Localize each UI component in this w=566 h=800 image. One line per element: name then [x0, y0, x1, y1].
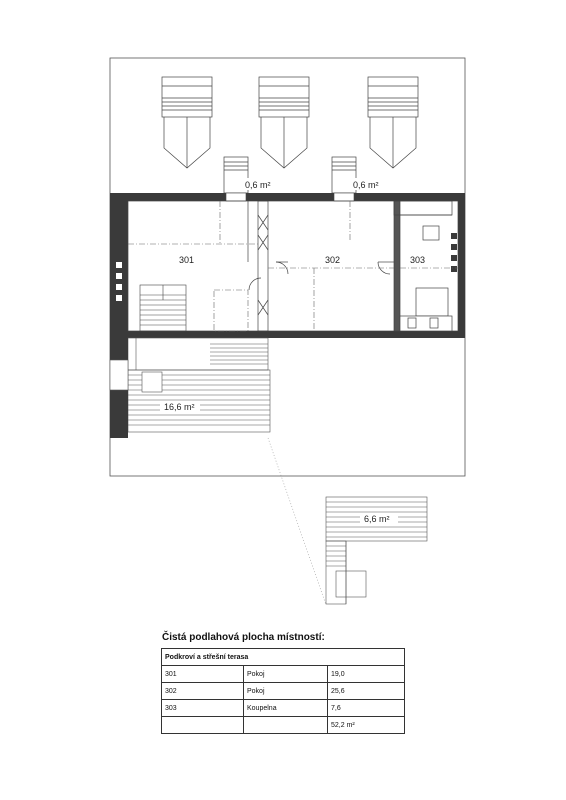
room-area: 19,0 — [328, 666, 405, 683]
room-label-303: 303 — [410, 255, 426, 265]
terrace-small-area: 6,6 m² — [364, 514, 390, 524]
room-label-302: 302 — [325, 255, 341, 265]
windows-right — [451, 233, 457, 272]
dormer-middle — [259, 77, 309, 168]
terrace-main-area: 16,6 m² — [164, 402, 195, 412]
projection-line — [268, 438, 326, 605]
empty-cell — [244, 717, 328, 734]
room-number: 303 — [162, 700, 244, 717]
site-boundary — [110, 58, 465, 476]
table-header-row — [162, 649, 405, 666]
box-left-area: 0,6 m² — [245, 180, 271, 190]
staircase — [140, 285, 186, 331]
room-area: 7,6 — [328, 700, 405, 717]
box-right-area: 0,6 m² — [353, 180, 379, 190]
dormer-right — [368, 77, 418, 168]
table-row — [162, 700, 405, 717]
table-total-row — [162, 717, 405, 734]
room-label-301: 301 — [179, 255, 195, 265]
room-number: 302 — [162, 683, 244, 700]
room-name: Pokoj — [244, 666, 328, 683]
partitions — [128, 201, 458, 331]
table-title: Čistá podlahová plocha místností: — [162, 632, 325, 643]
room-name: Koupelna — [244, 700, 328, 717]
total-area: 52,2 m² — [328, 717, 405, 734]
room-number: 301 — [162, 666, 244, 683]
table-section: Podkroví a střešní terasa — [162, 649, 405, 666]
empty-cell — [162, 717, 244, 734]
area-table — [161, 648, 405, 734]
table-row — [162, 683, 405, 700]
table-row — [162, 666, 405, 683]
dormer-left — [162, 77, 212, 168]
room-area: 25,6 — [328, 683, 405, 700]
room-name: Pokoj — [244, 683, 328, 700]
dash-lines — [128, 201, 458, 331]
terrace-main — [128, 338, 270, 432]
